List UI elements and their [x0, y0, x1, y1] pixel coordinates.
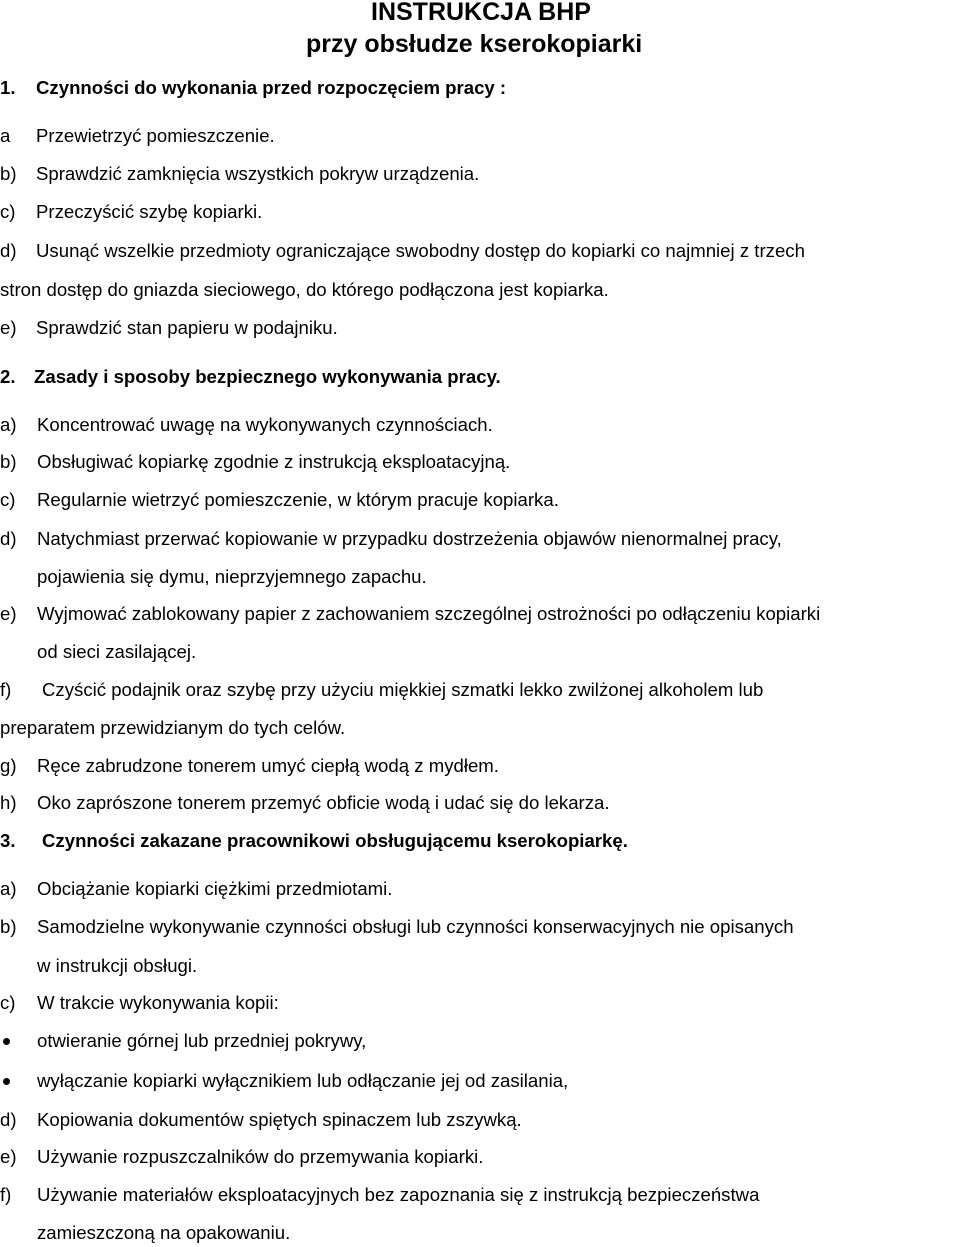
s3-item-c-text: W trakcie wykonywania kopii:: [37, 992, 279, 1013]
s3-item-b-marker: b): [0, 916, 17, 937]
s2-item-e-marker: e): [0, 603, 17, 624]
s3-item-e-marker: e): [0, 1146, 17, 1167]
s1-item-e-text: Sprawdzić stan papieru w podajniku.: [36, 317, 338, 338]
s2-item-h-marker: h): [0, 792, 17, 813]
s3-item-b-text: Samodzielne wykonywanie czynności obsługi lub czynności konserwacyjnych nie opisanych: [37, 916, 794, 937]
s2-item-e-text: Wyjmować zablokowany papier z zachowaniem szczególnej ostrożności po odłączeniu kopiarki: [37, 603, 821, 624]
s2-item-g-marker: g): [0, 755, 17, 776]
s3-item-d-marker: d): [0, 1109, 17, 1130]
section3-number: 3.: [0, 830, 16, 851]
s2-item-c-text: Regularnie wietrzyć pomieszczenie, w którym pracuje kopiarka.: [37, 489, 559, 510]
section1-number: 1.: [0, 77, 16, 98]
s3-item-c-marker: c): [0, 992, 16, 1013]
s3-item-f-text: Używanie materiałów eksploatacyjnych bez zapoznania się z instrukcją bezpieczeństwa: [37, 1184, 760, 1205]
s1-item-d-marker: d): [0, 240, 17, 261]
s2-item-d-marker: d): [0, 528, 17, 549]
s2-item-d-continuation: pojawienia się dymu, nieprzyjemnego zapachu.: [37, 566, 427, 587]
s3-bullet-1-text: otwieranie górnej lub przedniej pokrywy,: [37, 1030, 367, 1051]
s1-item-c-marker: c): [0, 201, 16, 222]
s2-item-h-text: Oko zaprószone tonerem przemyć obficie wodą i udać się do lekarza.: [37, 792, 610, 813]
s2-item-g-text: Ręce zabrudzone tonerem umyć ciepłą wodą z mydłem.: [37, 755, 499, 776]
document-title-line2: przy obsłudze kserokopiarki: [306, 30, 643, 58]
s3-item-f-marker: f): [0, 1184, 12, 1205]
s3-item-e-text: Używanie rozpuszczalników do przemywania kopiarki.: [37, 1146, 484, 1167]
s2-item-f-marker: f): [0, 679, 12, 700]
s1-item-e-marker: e): [0, 317, 17, 338]
s3-item-a-text: Obciążanie kopiarki ciężkimi przedmiotami.: [37, 878, 393, 899]
s1-item-d-text: Usunąć wszelkie przedmioty ograniczające swobodny dostęp do kopiarki co najmniej z trzech: [36, 240, 805, 261]
s1-item-d-continuation: stron dostęp do gniazda sieciowego, do którego podłączona jest kopiarka.: [0, 279, 609, 300]
s2-item-c-marker: c): [0, 489, 16, 510]
section3-heading: Czynności zakazane pracownikowi obsługującemu kserokopiarkę.: [42, 830, 628, 851]
bullet-dot-icon: [3, 1078, 10, 1085]
s2-item-a-marker: a): [0, 414, 17, 435]
s1-item-b-text: Sprawdzić zamknięcia wszystkich pokryw urządzenia.: [36, 163, 480, 184]
s3-item-f-continuation: zamieszczoną na opakowaniu.: [37, 1222, 291, 1243]
s2-item-f-continuation: preparatem przewidzianym do tych celów.: [0, 717, 346, 738]
s1-item-a-text: Przewietrzyć pomieszczenie.: [36, 125, 275, 146]
bullet-dot-icon: [3, 1038, 10, 1045]
s2-item-f-text: Czyścić podajnik oraz szybę przy użyciu miękkiej szmatki lekko zwilżonej alkoholem lub: [42, 679, 764, 700]
section1-heading: Czynności do wykonania przed rozpoczęciem pracy :: [36, 77, 507, 98]
s3-bullet-2-text: wyłączanie kopiarki wyłącznikiem lub odłączanie jej od zasilania,: [37, 1070, 569, 1091]
s2-item-b-text: Obsługiwać kopiarkę zgodnie z instrukcją eksploatacyjną.: [37, 451, 511, 472]
s1-item-c-text: Przeczyścić szybę kopiarki.: [36, 201, 263, 222]
s1-item-a-marker: a: [0, 125, 11, 146]
s3-item-b-continuation: w instrukcji obsługi.: [37, 955, 198, 976]
s3-item-d-text: Kopiowania dokumentów spiętych spinaczem lub zszywką.: [37, 1109, 522, 1130]
section2-number: 2.: [0, 366, 16, 387]
s2-item-e-continuation: od sieci zasilającej.: [37, 641, 197, 662]
s3-item-a-marker: a): [0, 878, 17, 899]
s2-item-a-text: Koncentrować uwagę na wykonywanych czynnościach.: [37, 414, 493, 435]
section2-heading: Zasady i sposoby bezpiecznego wykonywania pracy.: [34, 366, 501, 387]
s2-item-b-marker: b): [0, 451, 17, 472]
s1-item-b-marker: b): [0, 163, 17, 184]
s2-item-d-text: Natychmiast przerwać kopiowanie w przypadku dostrzeżenia objawów nienormalnej pracy,: [37, 528, 782, 549]
document-title-line1: INSTRUKCJA BHP: [371, 0, 591, 26]
